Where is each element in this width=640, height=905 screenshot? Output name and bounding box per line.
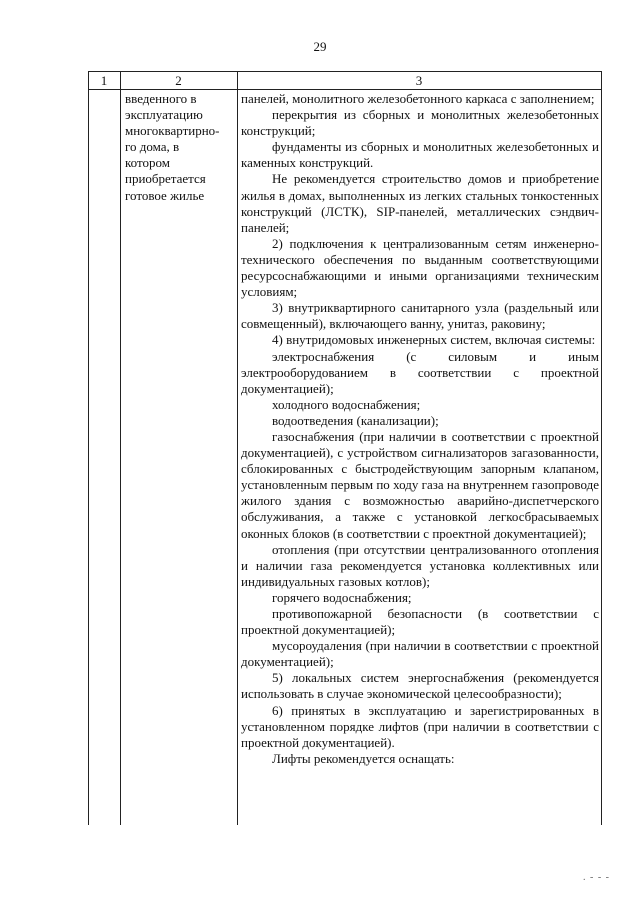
column-3-paragraph: отопления (при отсутствии централизованного отопления и наличии газа рекомендуется установка коллективных или индивидуальных газовых котлов); [241, 541, 599, 589]
column-2-line: го дома, в [125, 139, 180, 155]
column-3-paragraph: панелей, монолитного железобетонного каркаса с заполнением; [241, 91, 595, 106]
table-border-right [601, 71, 602, 825]
column-3-paragraph: Не рекомендуется строительство домов и приобретение жилья в домах, выполненных из легких стальных тонкостенных конструкций (ЛСТК), SIP-панелей, металлических сэндвич-панелей; [241, 171, 599, 235]
column-2-line: эксплуатацию [125, 107, 203, 123]
header-divider [88, 89, 602, 90]
column-divider-2 [237, 71, 238, 825]
column-3-paragraph: газоснабжения (при наличии в соответствии с проектной документацией), с устройством сигнализаторов загазованности, сблокированных с быстродействующим запорным клапаном, установленным первым по ходу газа на внутреннем газопроводе жилого здания с возможностью аварийно-диспетчерского обслуживания, а также с установкой легкосбрасываемых оконных блоков (в соответствии с проектной документацией); [241, 428, 599, 541]
table-border-left [88, 71, 89, 825]
column-2-text [125, 91, 235, 204]
column-divider-1 [120, 71, 121, 825]
column-3-paragraph: холодного водоснабжения; [272, 396, 421, 412]
column-2-line: приобретается [125, 171, 206, 187]
page-number: 29 [313, 39, 327, 54]
header-col-1: 1 [100, 73, 108, 88]
column-3-paragraph: фундаменты из сборных и монолитных железобетонных и каменных конструкций. [241, 139, 599, 171]
column-2-line: введенного в [125, 91, 197, 106]
content-table [88, 71, 602, 825]
column-3-paragraph: противопожарной безопасности (в соответствии с проектной документацией); [241, 606, 599, 638]
column-3-paragraph: 3) внутриквартирного санитарного узла (раздельный или совмещенный), включающего ванну, унитаз, раковину; [241, 300, 599, 332]
column-3-paragraph: водоотведения (канализации); [272, 412, 439, 428]
column-3-paragraph: перекрытия из сборных и монолитных железобетонных конструкций; [241, 107, 599, 139]
corner-mark: . - - - [583, 872, 610, 883]
column-3-paragraph: Лифты рекомендуется оснащать: [272, 750, 455, 766]
column-3-text [241, 91, 599, 767]
column-2-line: многоквартирно- [125, 123, 220, 139]
column-3-paragraph: электроснабжения (с силовым и иным электрооборудованием в соответствии с проектной документацией); [241, 348, 599, 396]
column-3-paragraph: мусороудаления (при наличии в соответствии с проектной документацией); [241, 638, 599, 670]
header-col-3: 3 [415, 73, 423, 88]
column-3-paragraph: горячего водоснабжения; [272, 589, 412, 605]
column-3-paragraph: 2) подключения к централизованным сетям инженерно-технического обеспечения по выданным соответствующими ресурсоснабжающими и иными организациями техническим условиям; [241, 235, 599, 300]
column-3-paragraph: 6) принятых в эксплуатацию и зарегистрированных в установленном порядке лифтов (при наличии в соответствии с проектной документацией). [241, 702, 599, 750]
column-3-paragraph: 5) локальных систем энергоснабжения (рекомендуется использовать в случае экономической целесообразности); [241, 670, 599, 702]
header-col-2: 2 [175, 73, 182, 88]
column-3-paragraph: 4) внутридомовых инженерных систем, включая системы: [272, 332, 596, 348]
column-2-line: готовое жилье [125, 187, 205, 203]
column-2-line: котором [125, 155, 170, 171]
